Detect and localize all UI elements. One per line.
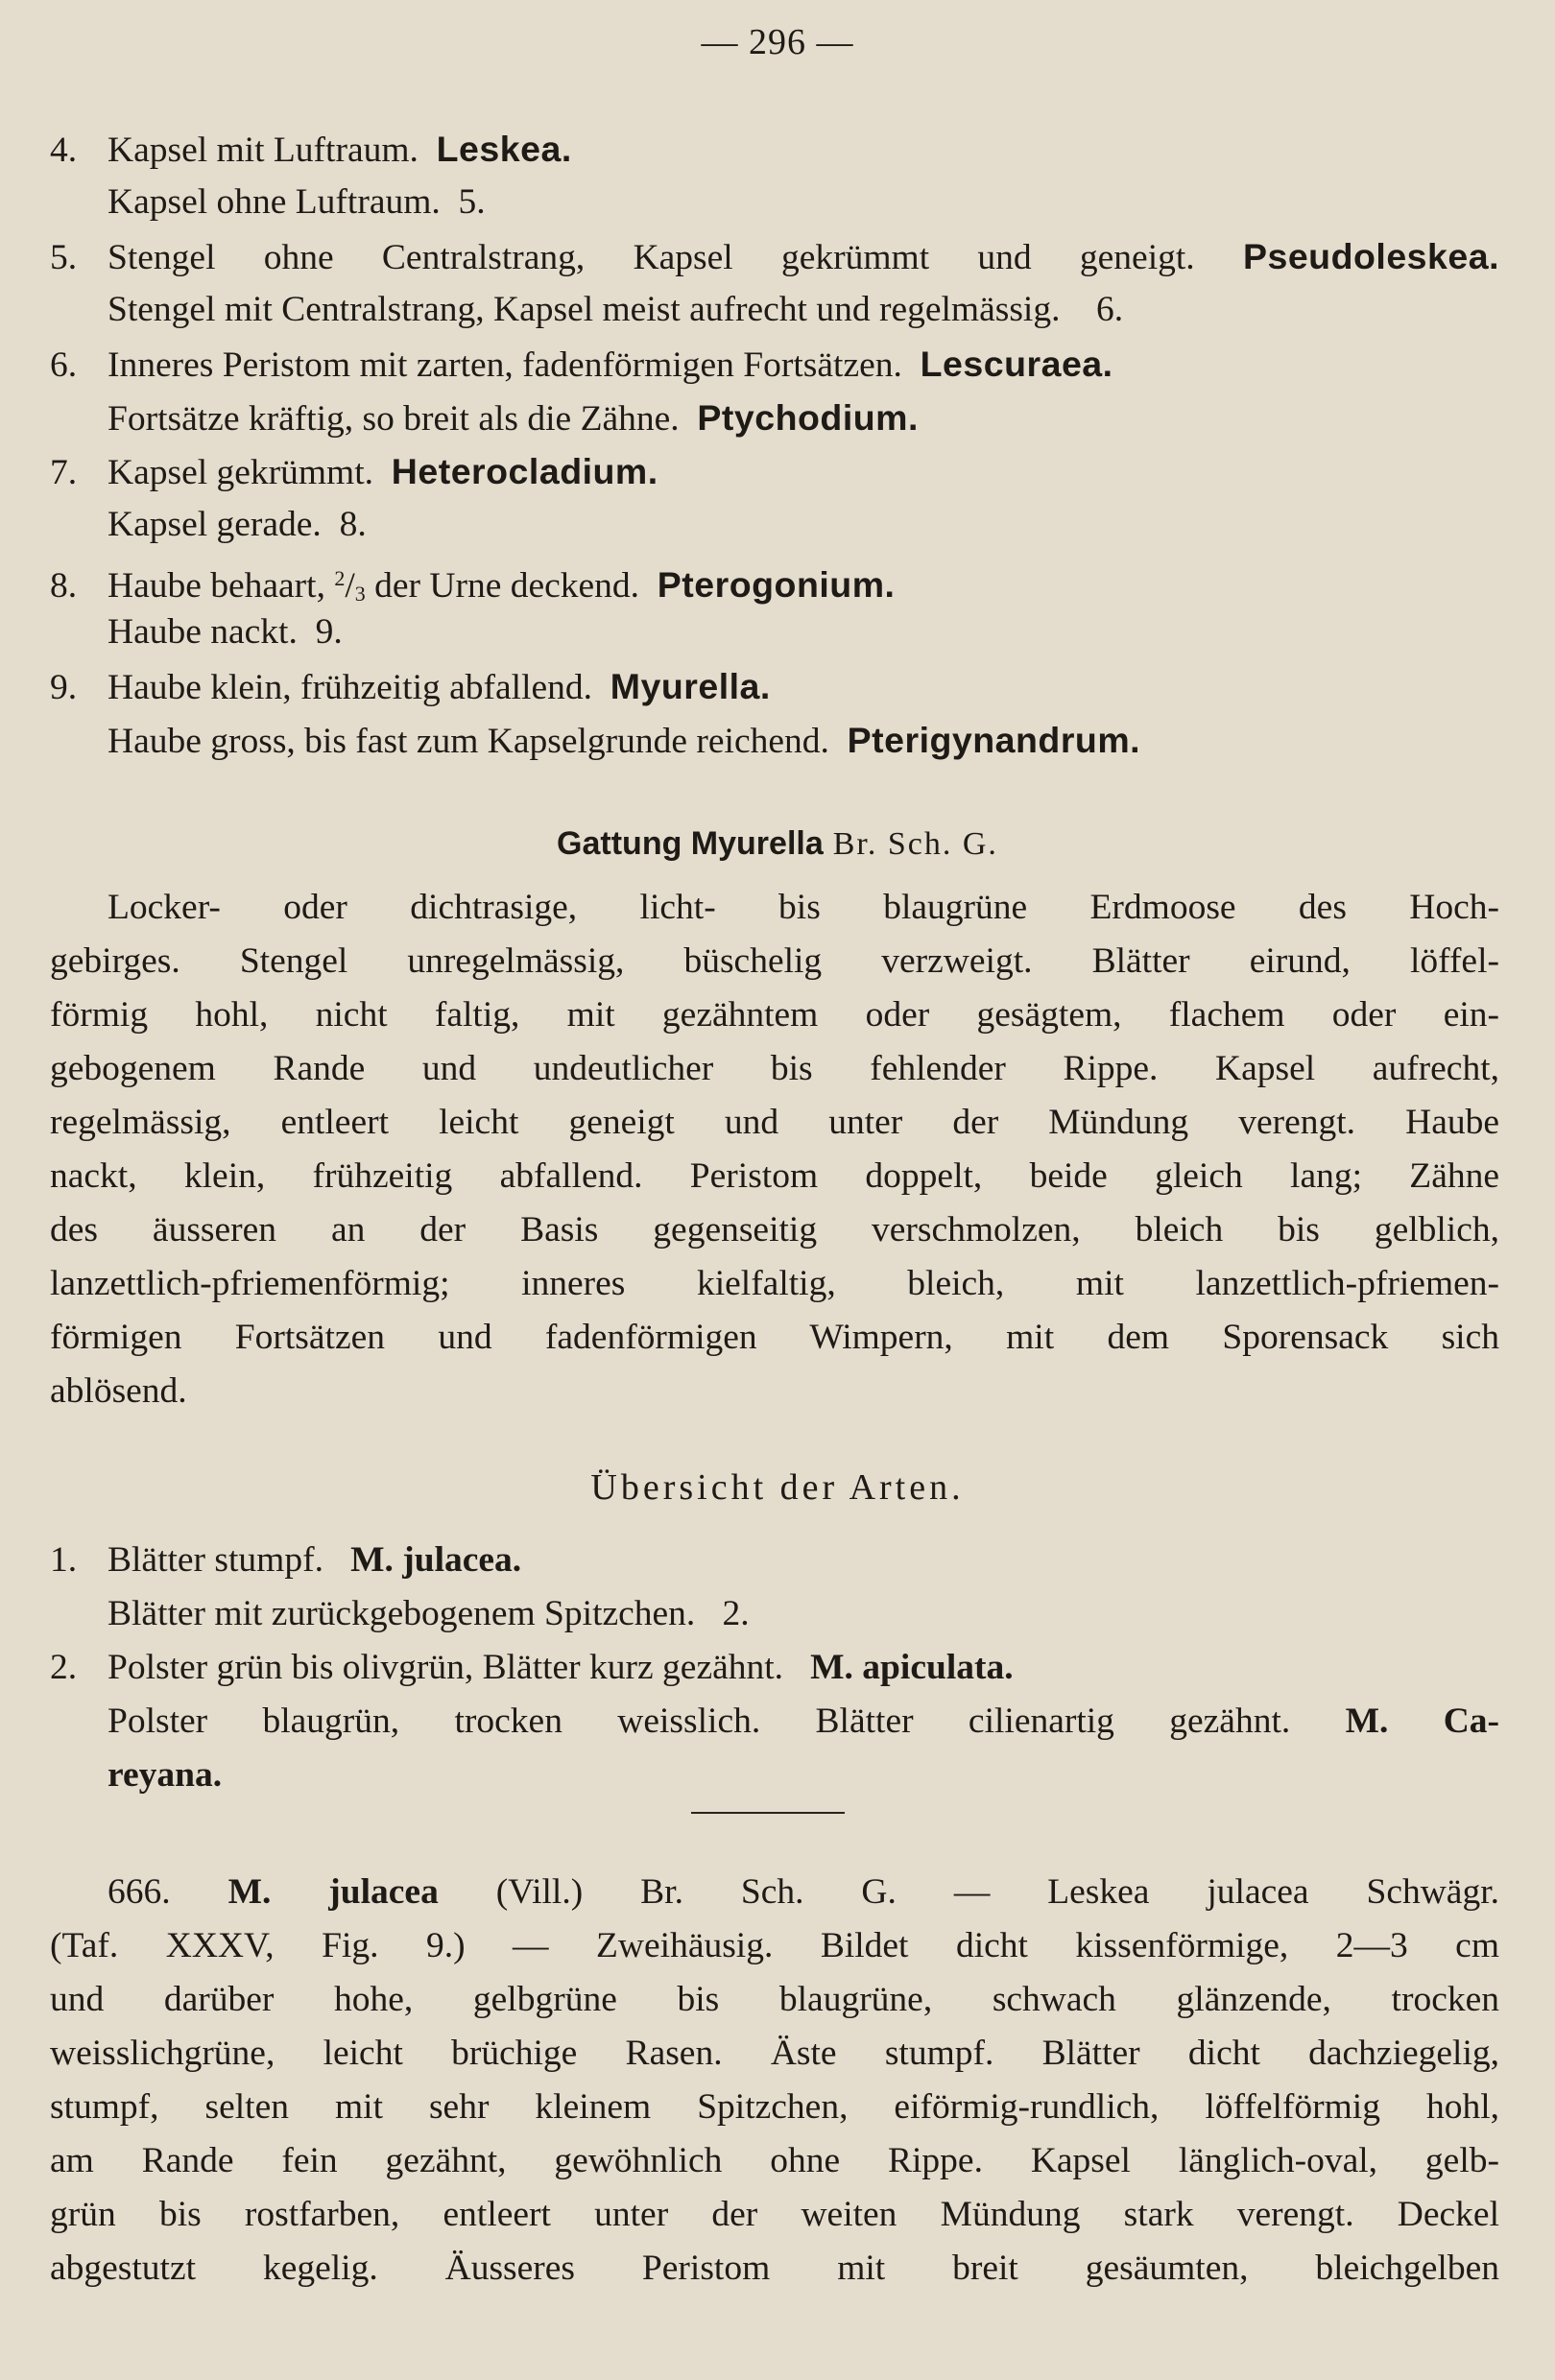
description-line: förmigen Fortsätzen und fadenförmigen Wimpern, mit dem Sporensack sich — [50, 1318, 1499, 1357]
genus-name: Pterigynandrum. — [847, 720, 1141, 760]
species-entry-line: am Rande fein gezähnt, gewöhnlich ohne Rippe. Kapsel länglich-oval, gelb- — [50, 2141, 1499, 2180]
description-line: förmig hohl, nicht faltig, mit gezähntem oder gesägtem, flachem oder ein- — [50, 995, 1499, 1035]
description-line: lanzettlich-pfriemenförmig; inneres kielfaltig, bleich, mit lanzettlich-pfriemen- — [50, 1264, 1499, 1303]
key-line: 6. Inneres Peristom mit zarten, fadenförmigen Fortsätzen. Lescuraea. — [50, 344, 1113, 385]
genus-name: Pterogonium. — [657, 564, 896, 605]
genus-name: Ptychodium. — [697, 397, 919, 438]
species-key-line — [50, 1749, 1499, 1802]
key-line: 8. Haube behaart, $^2/_3$ der Urne deckend. Pterogonium. — [50, 564, 896, 606]
species-name: reyana. — [108, 1755, 223, 1795]
genus-name: Heterocladium. — [391, 451, 658, 491]
key-line: 5. Stengel ohne Centralstrang, Kapsel gekrümmt und geneigt. Pseudoleskea. — [50, 236, 1500, 277]
key-line: Haube gross, bis fast zum Kapselgrunde reichend. Pterigynandrum. — [108, 720, 1141, 761]
overview-heading: Übersicht der Arten. — [590, 1467, 965, 1508]
description-line: nackt, klein, frühzeitig abfallend. Peristom doppelt, beide gleich lang; Zähne — [50, 1156, 1499, 1196]
genus-heading: Gattung Myurella Br. Sch. G. — [557, 825, 998, 862]
description-line: gebogenem Rande und undeutlicher bis fehlender Rippe. Kapsel aufrecht, — [50, 1049, 1499, 1088]
species-name: M. Ca- — [1345, 1702, 1500, 1741]
species-key-line: 2. Polster grün bis olivgrün, Blätter kurz gezähnt. M. apiculata. — [50, 1648, 1014, 1687]
key-line: Fortsätze kräftig, so breit als die Zähne. Ptychodium. — [108, 397, 919, 439]
key-line: 4. Kapsel mit Luftraum. Leskea. — [50, 129, 572, 170]
key-line: 7. Kapsel gekrümmt. Heterocladium. — [50, 451, 658, 492]
description-line: regelmässig, entleert leicht geneigt und unter der Mündung verengt. Haube — [50, 1103, 1499, 1142]
key-line: Haube nackt. 9. — [108, 612, 343, 652]
genus-name: Lescuraea. — [920, 344, 1113, 384]
species-entry-line: und darüber hohe, gelbgrüne bis blaugrüne, schwach glänzende, trocken — [50, 1980, 1499, 2019]
species-entry-line: weisslichgrüne, leicht brüchige Rasen. Äste stumpf. Blätter dicht dachziegelig, — [50, 2034, 1499, 2073]
description-line: gebirges. Stengel unregelmässig, büschelig verzweigt. Blätter eirund, löffel- — [50, 941, 1499, 981]
species-key-line: 1. Blätter stumpf. M. julacea. — [50, 1540, 522, 1580]
species-key-line: Polster blaugrün, trocken weisslich. Blätter cilienartig gezähnt. M. Ca- — [108, 1702, 1500, 1741]
key-line: 9. Haube klein, frühzeitig abfallend. Myurella. — [50, 666, 771, 707]
species-entry-line: grün bis rostfarben, entleert unter der weiten Mündung stark verengt. Deckel — [50, 2195, 1499, 2234]
species-number: 666. — [108, 1872, 171, 1912]
species-entry-line: (Taf. XXXV, Fig. 9.) — Zweihäusig. Bildet dicht kissenförmige, 2—3 cm — [50, 1926, 1499, 1965]
section-divider — [691, 1812, 845, 1814]
species-entry-line: 666. M. julacea (Vill.) Br. Sch. G. — Leskea julacea Schwägr. — [108, 1872, 1499, 1912]
page-number: — 296 — — [701, 22, 854, 62]
species-name: M. julacea — [227, 1872, 439, 1912]
genus-name: Leskea. — [436, 129, 572, 169]
key-line: Kapsel gerade. 8. — [108, 505, 367, 544]
description-line: des äusseren an der Basis gegenseitig verschmolzen, bleich bis gelblich, — [50, 1210, 1499, 1250]
genus-name: Myurella. — [610, 666, 771, 706]
description-line: ablösend. — [50, 1371, 187, 1411]
genus-name: Pseudoleskea. — [1242, 236, 1500, 276]
species-name: M. apiculata. — [810, 1648, 1014, 1687]
key-line: Stengel mit Centralstrang, Kapsel meist aufrecht und regelmässig. 6. — [108, 290, 1124, 329]
species-name: M. julacea. — [350, 1540, 522, 1580]
key-line: Kapsel ohne Luftraum. 5. — [108, 182, 486, 222]
species-entry-line: stumpf, selten mit sehr kleinem Spitzchen, eiförmig-rundlich, löffelförmig hohl, — [50, 2087, 1499, 2127]
species-key-line: Blätter mit zurückgebogenem Spitzchen. 2. — [108, 1594, 750, 1633]
species-entry-line: abgestutzt kegelig. Äusseres Peristom mit breit gesäumten, bleichgelben — [50, 2249, 1499, 2288]
description-line: Locker- oder dichtrasige, licht- bis blaugrüne Erdmoose des Hoch- — [108, 888, 1499, 927]
